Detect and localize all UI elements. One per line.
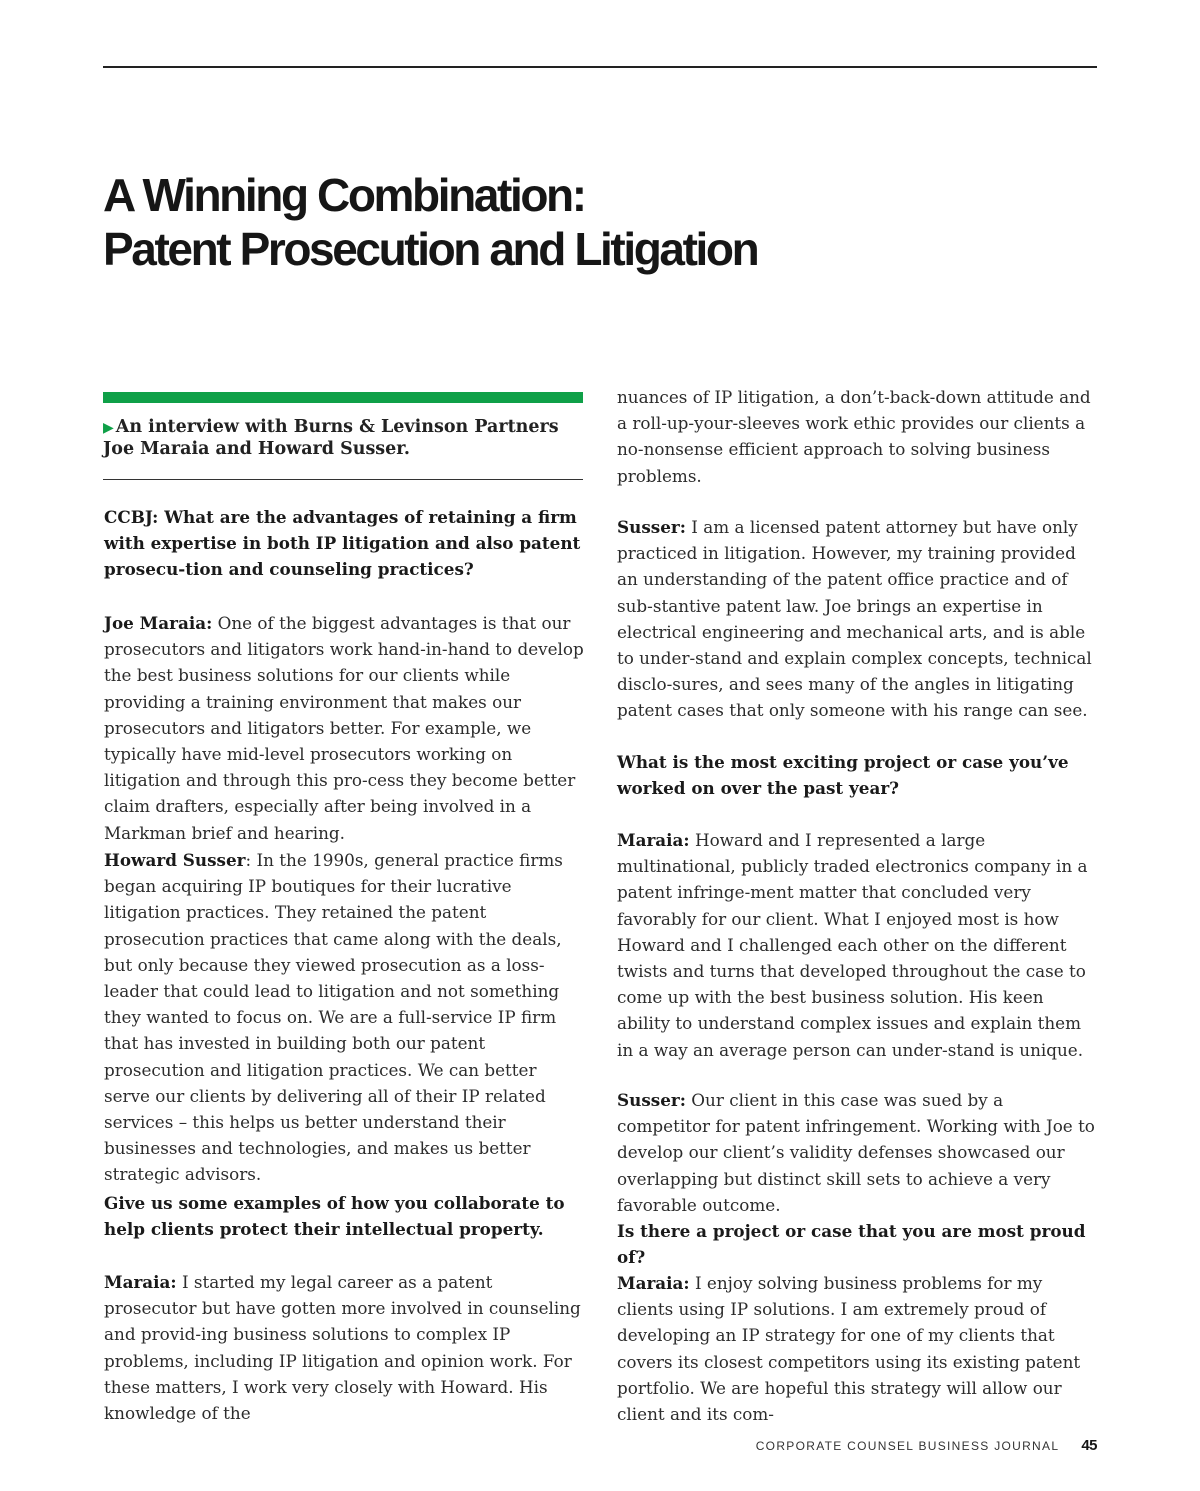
intro-deck: [103, 417, 583, 460]
answer-susser-3: [617, 1087, 1099, 1218]
question-2: Give us some examples of how you collaborate to help clients protect their intellectual property.: [104, 1193, 565, 1240]
answer-text: I enjoy solving business problems for my clients using IP solutions. I am extremely proud of developing an IP strategy for one of my clients that covers its closest competitors using its existing patent portfolio. We are hopeful this strategy will allow our client and its com-: [617, 1273, 1081, 1425]
answer-text: Howard and I represented a large multinational, publicly traded electronics company in a patent infringe-ment matter that concluded very favorably for our client. What I enjoyed most is how Howard and I challenged each other on the different twists and turns that developed throughout the case to come up with the best business solution. His keen ability to understand complex issues and explain them in a way an average person can under-stand is unique.: [617, 830, 1088, 1060]
answer-text: I started my legal career as a patent prosecutor but have gotten more involved in counseling and provid-ing business solutions to complex IP problems, including IP litigation and opinion work. For these matters, I work very closely with Howard. His knowledge of the: [104, 1272, 581, 1424]
answer-maraia-4: [617, 1270, 1099, 1427]
intro-divider: [103, 479, 583, 480]
question-1: CCBJ: What are the advantages of retaining a firm with expertise in both IP litigation and also patent prosecu-tion and counseling practices?: [104, 507, 581, 580]
page-number: 45: [1081, 1437, 1097, 1454]
speaker: Maraia:: [617, 1273, 690, 1293]
speaker: Joe Maraia:: [104, 613, 213, 633]
answer-maraia-1: [104, 610, 584, 846]
answer-text: I am a licensed patent attorney but have only practiced in litigation. However, my training provided an understanding of the patent office practice and of sub-stantive patent law. Joe brings an expertise in electrical engineering and mechanical arts, and is able to under-stand and explain complex concepts, technical disclo-sures, and sees many of the angles in litigating patent cases that only someone with his range can see.: [617, 517, 1092, 721]
accent-bar: [103, 392, 583, 403]
title-line-1: A Winning Combination:: [103, 169, 585, 221]
speaker: Howard Susser: [104, 850, 246, 870]
journal-name: CORPORATE COUNSEL BUSINESS JOURNAL: [755, 1439, 1060, 1453]
answer-susser-1: [104, 847, 584, 1188]
speaker: Maraia:: [617, 830, 690, 850]
question-4: Is there a project or case that you are most proud of?: [617, 1221, 1086, 1268]
speaker: Susser:: [617, 517, 686, 537]
play-arrow-icon: ▶: [103, 420, 114, 436]
intro-text: An interview with Burns & Levinson Partners Joe Maraia and Howard Susser.: [103, 417, 559, 459]
answer-text: : In the 1990s, general practice firms began acquiring IP boutiques for their lucrative litigation practices. They retained the patent prosecution practices that came along with the deals, but only because they viewed prosecution as a loss-leader that could lead to litigation and not something they wanted to focus on. We are a full-service IP firm that has invested in building both our patent prosecution and litigation practices. We can better serve our clients by delivering all of their IP related services – this helps us better understand their businesses and technologies, and makes us better strategic advisors.: [104, 850, 563, 1185]
answer-maraia-2-continued: nuances of IP litigation, a don’t-back-down attitude and a roll-up-your-sleeves work ethic provides our clients a no-nonsense efficient approach to solving business problems.: [617, 387, 1091, 486]
answer-maraia-3: [617, 827, 1099, 1063]
top-rule: [103, 66, 1097, 68]
question-3: What is the most exciting project or case you’ve worked on over the past year?: [617, 752, 1069, 799]
answer-text: One of the biggest advantages is that our prosecutors and litigators work hand-in-hand to develop the best business solutions for our clients while providing a training environment that makes our prosecutors and litigators better. For example, we typically have mid-level prosecutors working on litigation and through this pro-cess they become better claim drafters, especially after being involved in a Markman brief and hearing.: [104, 613, 584, 843]
answer-maraia-2: [104, 1269, 584, 1426]
title-line-2: Patent Prosecution and Litigation: [103, 223, 758, 275]
speaker: Susser:: [617, 1090, 686, 1110]
speaker: Maraia:: [104, 1272, 177, 1292]
page-footer: [700, 1437, 1097, 1454]
article-title: [103, 168, 757, 276]
answer-susser-2: [617, 514, 1099, 724]
answer-text: Our client in this case was sued by a competitor for patent infringement. Working with Joe to develop our client’s validity defenses showcased our overlapping but distinct skill sets to achieve a very favorable outcome.: [617, 1090, 1095, 1215]
